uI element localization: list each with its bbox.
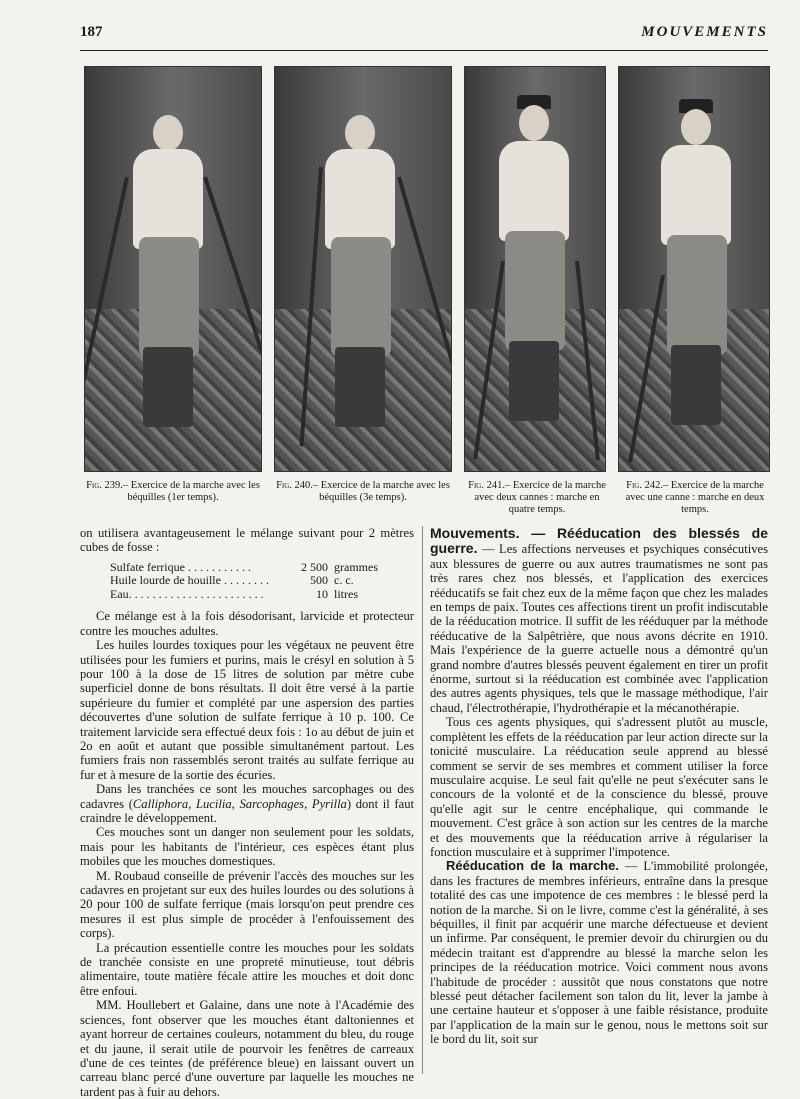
caption-label: Fig. 241. bbox=[468, 480, 505, 491]
mixture-row bbox=[110, 588, 414, 602]
subsection-title: Rééducation de la marche. bbox=[446, 858, 619, 874]
mixture-qty: 10 bbox=[316, 586, 328, 601]
photo-fig-241 bbox=[464, 66, 606, 472]
caption-text: – Exercice de la marche avec les béquilles (1er temps). bbox=[122, 480, 260, 503]
caption-label: Fig. 239. bbox=[86, 480, 123, 491]
mixture-qty: 500 bbox=[310, 573, 328, 588]
mixture-unit: litres bbox=[334, 586, 358, 601]
paragraph: on utilisera avantageusement le mélange suivant pour 2 mètres cubes de fosse : bbox=[80, 526, 414, 555]
paragraph: Ces mouches sont un danger non seulement pour les soldats, mais pour les habitants de l'intérieur, ces espèces étant plus mobiles que les mouches domestiques. bbox=[80, 825, 414, 869]
mixture-qty: 2 500 bbox=[301, 559, 328, 574]
mixture-unit: grammes bbox=[334, 559, 378, 574]
caption-text: – Exercice de la marche avec une canne : marche en deux temps. bbox=[625, 480, 765, 515]
caption-text: – Exercice de la marche avec les béquilles (3e temps). bbox=[312, 480, 450, 503]
page-number: 187 bbox=[80, 24, 103, 40]
photo-fig-240 bbox=[274, 66, 452, 472]
paragraph: Tous ces agents physiques, qui s'adressent plutôt au muscle, complètent les effets de la rééducation par leur action directe sur la tonicité musculaire. La rééducation seule apprend au blessé comment se servir de ses membres et comment utiliser la force musculaire acquise. Le seul fait qu'elle ne peut s'exécuter sans le concours de la volonté et de la conscience du blessé, prouve qu'elle agit sur le centre encéphalique, qui commande le mouvement. C'est grâce à son action sur les centres de la marche et des mouvements que la rééducation arrive à régulariser la fonction musculaire et à supprimer l'impotence. bbox=[430, 715, 768, 859]
text-run: — L'immobilité prolongée, dans les fractures de membres inférieurs, entraîne dans la presque totalité des cas une impotence de ces membres : le blessé perd la notion de la marche. Si on le livre, comme c'est la généralité, à ses béquilles, il finit par acquérir une marche défectueuse et devient un infirme. Par conséquent, le premier devoir du chirurgien ou du médecin traitant est d'apprendre au blessé la marche selon les principes de la rééducation motrice. Voici comment nous avons l'habitude de procéder : aussitôt que nous constatons que notre blessé peut détacher facilement son talon du lit, lever la jambe à une certaine hauteur et s'opposer à une faible résistance, produite par l'application de la main sur le genou, nous le mettons soit sur le bord du lit, soit sur bbox=[430, 859, 768, 1047]
photo-fig-239 bbox=[84, 66, 262, 472]
caption-text: – Exercice de la marche avec deux cannes : marche en quatre temps. bbox=[474, 480, 606, 515]
mixture-unit: c. c. bbox=[334, 573, 354, 588]
mixture-table bbox=[110, 561, 414, 602]
right-column bbox=[430, 526, 768, 1047]
column-divider bbox=[422, 526, 423, 1074]
text-run: Dans les tranchées ce sont les mouches sarcophages ou des cadavres ( bbox=[80, 782, 414, 811]
running-title: MOUVEMENTS bbox=[641, 24, 768, 40]
paragraph: Ce mélange est à la fois désodorisant, larvicide et protecteur contre les mouches adultes. bbox=[80, 609, 414, 638]
mixture-row bbox=[110, 574, 414, 588]
caption-fig-242 bbox=[620, 480, 770, 516]
paragraph bbox=[430, 526, 768, 715]
paragraph bbox=[80, 782, 414, 825]
mixture-name: Eau. . . . . . . . . . . . . . . . . . . . . . . bbox=[110, 586, 264, 601]
page-header bbox=[80, 24, 768, 46]
caption-label: Fig. 240. bbox=[276, 480, 313, 491]
caption-label: Fig. 242. bbox=[626, 480, 663, 491]
mixture-name: Huile lourde de houille . . . . . . . . bbox=[110, 573, 269, 588]
caption-fig-239 bbox=[80, 480, 266, 504]
paragraph: Les huiles lourdes toxiques pour les végétaux ne peuvent être utilisées pour les fumiers et purins, mais le crésyl en solution à 5 pour 100 à la dose de 15 litres de solution par mètre cube superficiel donne de bons résultats. Il doit être versé à la partie supérieure du fumier et complété par une aspersion des parties découvertes d'une solution de sulfate ferrique à 10 p. 100. Ce traitement larvicide sera effectué deux fois : 1o au début de juin et 2o en août et autant que possible simultanément partout. Les fumiers frais non rassemblés seront traités au sulfate ferrique au fur et à mesure de la sortie des écuries. bbox=[80, 638, 414, 782]
left-column bbox=[80, 526, 414, 1099]
header-rule bbox=[80, 50, 768, 51]
paragraph: La précaution essentielle contre les mouches pour les soldats de tranchée consiste en une propreté minutieuse, tout débris alimentaire, toute matière fécale attire les mouches et doit donc être enfoui. bbox=[80, 940, 414, 998]
photo-fig-242 bbox=[618, 66, 770, 472]
paragraph: MM. Houllebert et Galaine, dans une note à l'Académie des sciences, font observer que les mouches étant daltoniennes et ayant horreur de certaines couleurs, notamment du bleu, du rouge et du jaune, il serait utile de pourvoir les fenêtres de carreaux d'une de ces teintes (de préférence bleue) en laissant ouvert un carreau blanc percé d'une ouverture par laquelle les mouches ne tardent pas à fuir au dehors. bbox=[80, 998, 414, 1099]
species-list: Calliphora, Lucilia, Sarcophages, Pyrilla bbox=[132, 796, 347, 811]
photo-row bbox=[84, 66, 770, 472]
caption-fig-240 bbox=[270, 480, 456, 504]
paragraph: M. Roubaud conseille de prévenir l'accès des mouches sur les cadavres en projetant sur eux des huiles lourdes ou des solutions à 20 pour 100 de sulfate ferrique (mais lorsqu'on peut prendre ces mesures il est plus simple de procéder à l'enfouissement des corps). bbox=[80, 868, 414, 941]
section-title: Mouvements. bbox=[430, 525, 520, 541]
paragraph bbox=[430, 859, 768, 1046]
figure-captions bbox=[80, 480, 770, 520]
caption-fig-241 bbox=[462, 480, 612, 516]
text-run: — Les affections nerveuses et psychiques consécutives aux blessures de guerre ou aux autres traumatismes ne sont pas très rares chez nos blessés, et l'application des exercices rééducatifs se fait chez eux de la même façon que chez les malades en temps de paix. Toutes ces affections tirent un profit indiscutable de la rééducation motrice. Il suffit de les rééduquer par la méthode rééducative de la Salpêtrière, que nous avons décrite en 1910. Mais l'expérience de la guerre actuelle nous a démontré qu'un grand nombre d'autres blessés peuvent également en tirer un profit énorme, surtout si la rééducation est combinée avec l'application des autres agents physiques, tels que le massage méthodique, l'air chaud, l'électrothérapie, l'hydrothérapie et la mécanothérapie. bbox=[430, 542, 768, 715]
mixture-row bbox=[110, 561, 414, 575]
mixture-name: Sulfate ferrique . . . . . . . . . . . bbox=[110, 559, 251, 574]
section-subtitle: — Rééducation des blessés de guerre. bbox=[430, 525, 768, 557]
text-run: ) dont il faut craindre le développement. bbox=[80, 796, 414, 825]
